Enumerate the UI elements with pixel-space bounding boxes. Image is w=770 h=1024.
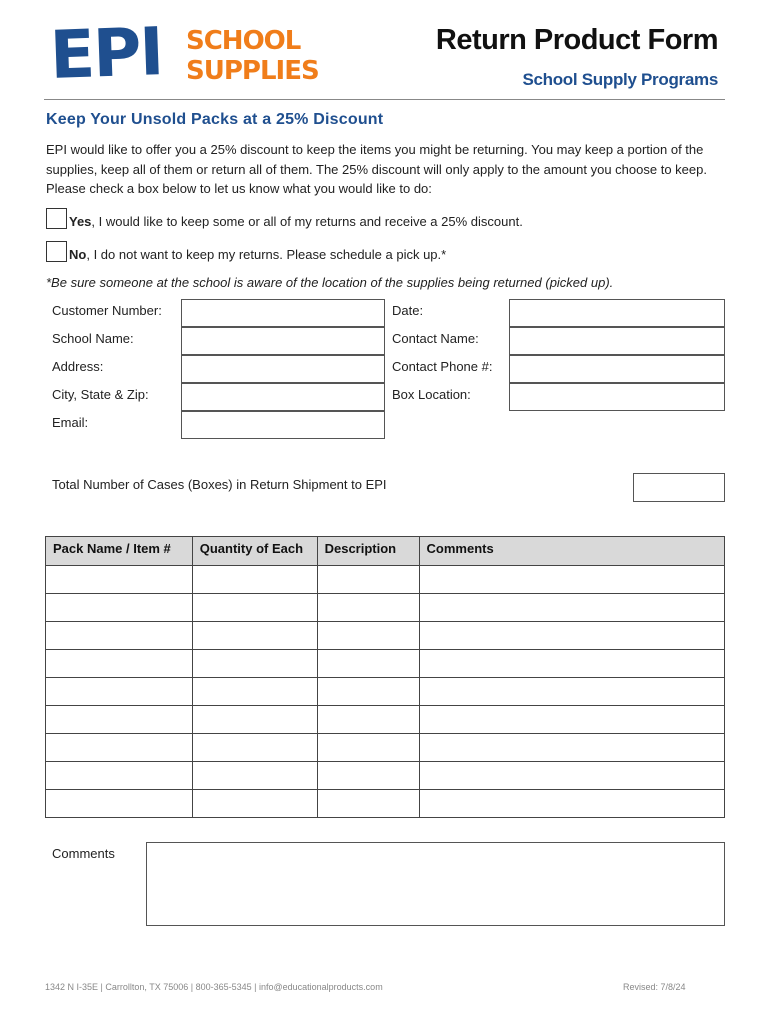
epi-logo: EPI [48, 13, 164, 94]
comments-field[interactable] [146, 842, 725, 926]
comments-label: Comments [52, 846, 115, 861]
city-state-zip-label: City, State & Zip: [52, 387, 149, 402]
table-body [46, 566, 725, 818]
customer-number-label: Customer Number: [52, 303, 162, 318]
table-cell[interactable] [46, 706, 193, 734]
intro-paragraph: EPI would like to offer you a 25% discount to keep the items you might be returning. You may keep a portion of the supplies, keep all of them or return all of them. The 25% discount will only apply to the amount you choose to keep. Please check a box below to let us know what you would like to do: [46, 142, 707, 196]
table-cell[interactable] [317, 566, 419, 594]
email-label: Email: [52, 415, 89, 430]
table-row [46, 650, 725, 678]
table-cell[interactable] [317, 762, 419, 790]
footer-revised: Revised: 7/8/24 [623, 982, 686, 992]
col-pack-name: Pack Name / Item # [46, 537, 193, 566]
school-name-label: School Name: [52, 331, 134, 346]
total-cases-field[interactable] [633, 473, 725, 502]
items-table [45, 536, 725, 818]
col-quantity: Quantity of Each [192, 537, 317, 566]
table-cell[interactable] [46, 790, 193, 818]
table-cell[interactable] [192, 706, 317, 734]
table-cell[interactable] [317, 734, 419, 762]
table-cell[interactable] [317, 678, 419, 706]
table-cell[interactable] [192, 650, 317, 678]
table-cell[interactable] [46, 762, 193, 790]
table-cell[interactable] [419, 594, 724, 622]
table-cell[interactable] [419, 734, 724, 762]
address-field[interactable] [181, 355, 385, 383]
table-cell[interactable] [419, 566, 724, 594]
date-field[interactable] [509, 299, 725, 327]
table-row [46, 706, 725, 734]
option-no-bold: No [69, 247, 87, 262]
table-cell[interactable] [419, 678, 724, 706]
contact-phone-label: Contact Phone #: [392, 359, 493, 374]
table-cell[interactable] [192, 622, 317, 650]
school-name-field[interactable] [181, 327, 385, 355]
table-cell[interactable] [192, 678, 317, 706]
table-cell[interactable] [419, 622, 724, 650]
table-cell[interactable] [46, 678, 193, 706]
no-checkbox[interactable] [46, 241, 67, 262]
customer-number-field[interactable] [181, 299, 385, 327]
date-label: Date: [392, 303, 424, 318]
header-divider [44, 99, 725, 100]
table-cell[interactable] [46, 734, 193, 762]
option-yes-bold: Yes [69, 214, 92, 229]
logo-wordmark [186, 26, 319, 86]
table-cell[interactable] [317, 594, 419, 622]
table-cell[interactable] [192, 734, 317, 762]
option-yes-label [69, 214, 523, 229]
footer-contact: 1342 N I-35E | Carrollton, TX 75006 | 800-365-5345 | info@educationalproducts.com [45, 982, 383, 992]
table-cell[interactable] [419, 762, 724, 790]
table-cell[interactable] [419, 650, 724, 678]
yes-checkbox[interactable] [46, 208, 67, 229]
table-row [46, 594, 725, 622]
form-title: Return Product Form [435, 24, 718, 56]
table-cell[interactable] [46, 594, 193, 622]
form-subtitle: School Supply Programs [522, 70, 718, 89]
logo-line-1: SCHOOL [186, 26, 301, 56]
table-header-row [46, 537, 725, 566]
contact-name-field[interactable] [509, 327, 725, 355]
table-cell[interactable] [317, 790, 419, 818]
option-yes-text: , I would like to keep some or all of my returns and receive a 25% discount. [91, 214, 523, 229]
table-cell[interactable] [317, 622, 419, 650]
table-row [46, 566, 725, 594]
box-location-field[interactable] [509, 383, 725, 411]
table-cell[interactable] [192, 594, 317, 622]
box-location-label: Box Location: [392, 387, 471, 402]
section-heading: Keep Your Unsold Packs at a 25% Discount [46, 111, 384, 128]
table-cell[interactable] [192, 566, 317, 594]
table-cell[interactable] [317, 650, 419, 678]
logo-line-2: SUPPLIES [186, 56, 319, 86]
table-cell[interactable] [317, 706, 419, 734]
option-no-label [69, 247, 446, 262]
col-description: Description [317, 537, 419, 566]
table-row [46, 790, 725, 818]
table-row [46, 734, 725, 762]
option-no-text: , I do not want to keep my returns. Please schedule a pick up.* [86, 247, 447, 262]
table-cell[interactable] [46, 650, 193, 678]
table-cell[interactable] [192, 790, 317, 818]
table-row [46, 762, 725, 790]
table-cell[interactable] [192, 762, 317, 790]
address-label: Address: [52, 359, 104, 374]
contact-phone-field[interactable] [509, 355, 725, 383]
total-cases-label: Total Number of Cases (Boxes) in Return Shipment to EPI [52, 477, 387, 492]
email-field[interactable] [181, 411, 385, 439]
table-cell[interactable] [46, 622, 193, 650]
table-cell[interactable] [419, 790, 724, 818]
pickup-note: *Be sure someone at the school is aware of the location of the supplies being returned (picked up). [46, 275, 614, 290]
table-cell[interactable] [419, 706, 724, 734]
city-state-zip-field[interactable] [181, 383, 385, 411]
table-row [46, 622, 725, 650]
contact-name-label: Contact Name: [392, 331, 479, 346]
col-comments: Comments [419, 537, 724, 566]
table-row [46, 678, 725, 706]
table-cell[interactable] [46, 566, 193, 594]
